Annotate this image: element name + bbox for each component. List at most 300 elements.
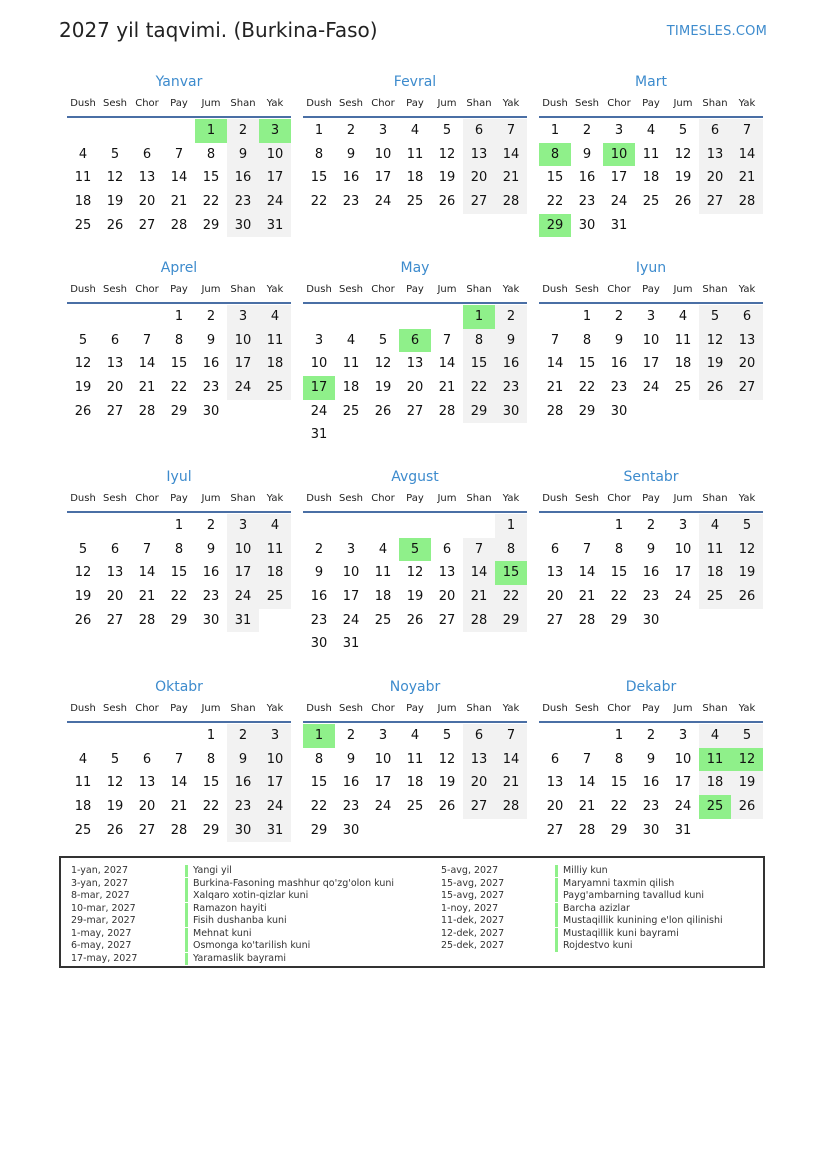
day-cell: 19 (374, 380, 392, 396)
weekday-header (539, 491, 763, 513)
day-cell: 18 (674, 356, 692, 372)
day-cell: 2 (495, 305, 527, 329)
week-row (539, 143, 763, 167)
day-cell: 21 (463, 585, 495, 609)
day-cell: 7 (582, 751, 592, 767)
day-cell: 8 (495, 538, 527, 562)
day-cell: 17 (674, 775, 692, 791)
day-cell: 30 (310, 636, 328, 652)
holiday-legend (59, 856, 765, 968)
weekday-label: Dush (70, 493, 96, 504)
week-row (539, 376, 763, 400)
empty-day-cell (731, 400, 763, 424)
week-row (303, 771, 527, 795)
day-cell: 22 (495, 585, 527, 609)
weekday-label: Yak (266, 703, 284, 714)
day-cell: 11 (642, 146, 660, 162)
day-cell: 14 (170, 775, 188, 791)
month-oktabr (67, 677, 291, 842)
day-cell: 17 (642, 356, 660, 372)
holiday-marker (185, 953, 188, 965)
day-cell: 3 (314, 332, 324, 348)
empty-day-cell (635, 400, 667, 424)
holiday-date: 15-avg, 2027 (441, 877, 505, 889)
day-cell: 5 (78, 332, 88, 348)
weekday-label: Yak (738, 284, 756, 295)
weekday-label: Shan (702, 703, 728, 714)
legend-row (71, 940, 394, 953)
holiday-day-cell: 15 (495, 561, 527, 585)
day-cell: 1 (582, 309, 592, 324)
week-row (67, 329, 291, 353)
day-cell: 2 (227, 119, 259, 143)
legend-row (71, 890, 394, 903)
day-cell: 13 (106, 356, 124, 372)
week-row (303, 423, 527, 447)
weekday-label: Jum (673, 493, 693, 504)
day-cell: 2 (614, 309, 624, 324)
day-cell: 24 (227, 585, 259, 609)
day-cell: 12 (74, 356, 92, 372)
day-cell: 28 (463, 609, 495, 633)
day-cell: 18 (406, 170, 424, 186)
day-cell: 14 (463, 561, 495, 585)
day-cell: 25 (342, 403, 360, 419)
empty-day-cell (463, 423, 495, 447)
week-row (67, 748, 291, 772)
day-cell: 7 (442, 332, 452, 348)
week-row (539, 190, 763, 214)
day-cell: 3 (227, 514, 259, 538)
day-cell: 29 (202, 217, 220, 233)
day-cell: 5 (442, 728, 452, 743)
day-cell: 12 (106, 775, 124, 791)
day-cell: 22 (170, 380, 188, 396)
day-cell: 25 (259, 585, 291, 609)
holiday-marker (185, 865, 188, 877)
day-cell: 5 (699, 305, 731, 329)
day-cell: 28 (495, 190, 527, 214)
weekday-label: Sesh (338, 284, 364, 295)
weekday-header (67, 96, 291, 118)
day-cell: 21 (495, 166, 527, 190)
holiday-name: Mustaqillik kunining e'lon qilinishi (563, 915, 723, 926)
day-cell: 1 (614, 728, 624, 743)
holiday-name: Ramazon hayiti (193, 902, 267, 914)
week-row (303, 538, 527, 562)
weekday-label: Jum (673, 98, 693, 109)
month-iyun (539, 258, 763, 423)
day-cell: 28 (138, 612, 156, 628)
day-cell: 23 (342, 799, 360, 815)
week-row (67, 609, 291, 633)
day-cell: 4 (78, 751, 88, 767)
month-name: Oktabr (155, 679, 203, 695)
day-cell: 11 (674, 332, 692, 348)
weekday-label: Pay (170, 703, 188, 714)
day-cell: 19 (731, 771, 763, 795)
day-cell: 18 (374, 589, 392, 605)
month-avgust (303, 467, 527, 656)
weekday-label: Jum (201, 284, 221, 295)
weekday-header (303, 282, 527, 304)
day-cell: 1 (206, 728, 216, 743)
day-cell: 29 (610, 822, 628, 838)
holiday-day-cell: 29 (539, 214, 571, 238)
day-cell: 3 (678, 518, 688, 533)
empty-day-cell (335, 423, 367, 447)
day-cell: 2 (314, 541, 324, 557)
day-cell: 26 (674, 194, 692, 210)
day-cell: 11 (699, 538, 731, 562)
month-sentabr (539, 467, 763, 632)
week-row (67, 771, 291, 795)
day-cell: 1 (614, 518, 624, 533)
holiday-day-cell: 1 (463, 305, 495, 329)
weekday-header (303, 96, 527, 118)
empty-day-cell (67, 724, 99, 748)
day-cell: 30 (342, 822, 360, 838)
day-cell: 24 (374, 194, 392, 210)
day-cell: 16 (342, 170, 360, 186)
empty-day-cell (463, 632, 495, 656)
month-name: Sentabr (623, 469, 679, 485)
holiday-name: Rojdestvo kuni (563, 940, 633, 951)
day-cell: 24 (310, 403, 328, 419)
holiday-name: Xalqaro xotin-qizlar kuni (193, 890, 309, 901)
day-cell: 28 (731, 190, 763, 214)
holiday-marker (185, 928, 188, 940)
week-row (67, 724, 291, 748)
day-cell: 12 (74, 565, 92, 581)
weekday-label: Yak (738, 98, 756, 109)
holiday-date: 15-avg, 2027 (441, 890, 505, 901)
day-cell: 15 (610, 775, 628, 791)
week-row (539, 771, 763, 795)
day-cell: 7 (142, 332, 152, 348)
day-cell: 24 (342, 612, 360, 628)
holiday-date: 10-mar, 2027 (71, 902, 136, 914)
day-cell: 22 (610, 799, 628, 815)
week-row (67, 376, 291, 400)
holiday-date: 6-may, 2027 (71, 940, 132, 951)
week-row (539, 514, 763, 538)
empty-day-cell (495, 632, 527, 656)
empty-day-cell (367, 514, 399, 538)
holiday-day-cell: 3 (259, 119, 291, 143)
empty-day-cell (227, 400, 259, 424)
week-row (303, 514, 527, 538)
month-aprel (67, 258, 291, 423)
day-cell: 13 (731, 329, 763, 353)
weekday-label: Sesh (574, 284, 600, 295)
week-row (67, 143, 291, 167)
weekday-label: Pay (406, 98, 424, 109)
day-cell: 30 (227, 819, 259, 843)
month-name: Noyabr (389, 679, 441, 695)
day-cell: 3 (614, 123, 624, 138)
day-cell: 18 (74, 799, 92, 815)
day-cell: 20 (406, 380, 424, 396)
day-cell: 31 (674, 822, 692, 838)
legend-row (71, 903, 394, 916)
week-row (67, 214, 291, 238)
week-row (67, 561, 291, 585)
weekday-label: Jum (437, 98, 457, 109)
day-cell: 26 (438, 194, 456, 210)
day-cell: 8 (314, 751, 324, 767)
weekday-label: Shan (466, 493, 492, 504)
month-name: Iyun (635, 260, 667, 276)
empty-day-cell (131, 305, 163, 329)
empty-day-cell (67, 119, 99, 143)
month-dekabr (539, 677, 763, 842)
day-cell: 5 (442, 123, 452, 138)
day-cell: 13 (106, 565, 124, 581)
day-cell: 26 (406, 612, 424, 628)
legend-column-left (71, 865, 394, 965)
page-title: 2027 yil taqvimi. (Burkina-Faso) (59, 18, 378, 42)
holiday-name: Mehnat kuni (193, 927, 252, 939)
day-cell: 10 (259, 143, 291, 167)
holiday-date: 17-may, 2027 (71, 952, 138, 964)
week-row (539, 819, 763, 843)
day-cell: 25 (74, 822, 92, 838)
weekday-label: Chor (135, 703, 159, 714)
holiday-name: Osmonga ko'tarilish kuni (193, 940, 311, 951)
day-cell: 6 (442, 541, 452, 557)
week-row (539, 538, 763, 562)
day-cell: 6 (731, 305, 763, 329)
week-row (539, 724, 763, 748)
week-row (303, 609, 527, 633)
day-cell: 11 (406, 146, 424, 162)
day-cell: 21 (546, 380, 564, 396)
legend-column-right (441, 865, 723, 953)
day-cell: 9 (346, 146, 356, 162)
month-may (303, 258, 527, 447)
weekday-label: Yak (738, 703, 756, 714)
day-cell: 13 (138, 775, 156, 791)
day-cell: 8 (206, 146, 216, 162)
week-row (303, 819, 527, 843)
empty-day-cell (99, 514, 131, 538)
month-name: Iyul (166, 469, 192, 485)
empty-day-cell (367, 819, 399, 843)
day-cell: 24 (227, 376, 259, 400)
day-cell: 6 (142, 146, 152, 162)
day-cell: 5 (678, 123, 688, 138)
day-cell: 19 (406, 589, 424, 605)
day-cell: 27 (106, 612, 124, 628)
weekday-label: Chor (371, 98, 395, 109)
holiday-name: Milliy kun (563, 865, 608, 876)
empty-day-cell (399, 423, 431, 447)
weekday-label: Dush (306, 703, 332, 714)
day-cell: 28 (578, 822, 596, 838)
weekday-label: Pay (406, 703, 424, 714)
holiday-name: Payg'ambarning tavallud kuni (563, 890, 705, 901)
weekday-label: Shan (230, 98, 256, 109)
day-cell: 4 (410, 123, 420, 138)
day-cell: 27 (438, 612, 456, 628)
weekday-label: Shan (466, 284, 492, 295)
day-cell: 9 (646, 751, 656, 767)
holiday-marker (555, 878, 558, 890)
empty-day-cell (431, 819, 463, 843)
empty-day-cell (99, 305, 131, 329)
day-cell: 23 (495, 376, 527, 400)
day-cell: 4 (259, 514, 291, 538)
month-yanvar (67, 72, 291, 237)
day-cell: 6 (550, 751, 560, 767)
empty-day-cell (635, 214, 667, 238)
holiday-name: Fisih dushanba kuni (193, 915, 287, 926)
day-cell: 20 (546, 589, 564, 605)
day-cell: 7 (495, 724, 527, 748)
day-cell: 25 (74, 217, 92, 233)
empty-day-cell (399, 819, 431, 843)
weekday-label: Sesh (338, 703, 364, 714)
day-cell: 8 (582, 332, 592, 348)
day-cell: 10 (674, 541, 692, 557)
day-cell: 30 (202, 612, 220, 628)
weekday-header (539, 96, 763, 118)
day-cell: 31 (259, 819, 291, 843)
week-row (539, 119, 763, 143)
day-cell: 19 (438, 170, 456, 186)
day-cell: 19 (438, 775, 456, 791)
day-cell: 5 (78, 541, 88, 557)
empty-day-cell (163, 724, 195, 748)
week-row (303, 119, 527, 143)
day-cell: 23 (227, 795, 259, 819)
empty-day-cell (67, 305, 99, 329)
day-cell: 31 (310, 427, 328, 443)
weekday-label: Jum (437, 703, 457, 714)
weekday-label: Dush (70, 98, 96, 109)
day-cell: 14 (546, 356, 564, 372)
day-cell: 13 (406, 356, 424, 372)
weekday-label: Pay (642, 284, 660, 295)
day-cell: 17 (374, 775, 392, 791)
week-row (303, 632, 527, 656)
weekday-label: Yak (502, 284, 520, 295)
day-cell: 6 (142, 751, 152, 767)
month-iyul (67, 467, 291, 632)
day-cell: 11 (406, 751, 424, 767)
holiday-day-cell: 25 (699, 795, 731, 819)
weekday-header (67, 701, 291, 723)
week-row (67, 795, 291, 819)
day-cell: 3 (678, 728, 688, 743)
day-cell: 10 (227, 538, 259, 562)
empty-day-cell (539, 724, 571, 748)
month-fevral (303, 72, 527, 214)
week-row (303, 143, 527, 167)
weekday-label: Chor (607, 703, 631, 714)
weekday-label: Shan (230, 493, 256, 504)
weekday-label: Dush (306, 98, 332, 109)
day-cell: 9 (614, 332, 624, 348)
empty-day-cell (131, 724, 163, 748)
day-cell: 7 (550, 332, 560, 348)
day-cell: 10 (227, 329, 259, 353)
empty-day-cell (495, 819, 527, 843)
empty-day-cell (731, 819, 763, 843)
weekday-label: Sesh (574, 493, 600, 504)
day-cell: 6 (463, 724, 495, 748)
holiday-date: 5-avg, 2027 (441, 865, 499, 876)
week-row (303, 748, 527, 772)
day-cell: 1 (174, 309, 184, 324)
day-cell: 12 (106, 170, 124, 186)
empty-day-cell (431, 632, 463, 656)
brand-link[interactable]: TIMESLES.COM (666, 24, 767, 39)
legend-row (441, 890, 723, 903)
day-cell: 25 (374, 612, 392, 628)
holiday-name: Yaramaslik bayrami (193, 952, 286, 964)
empty-day-cell (495, 423, 527, 447)
day-cell: 21 (438, 380, 456, 396)
weekday-label: Sesh (338, 98, 364, 109)
day-cell: 13 (463, 143, 495, 167)
empty-day-cell (399, 632, 431, 656)
weekday-label: Chor (371, 284, 395, 295)
weekday-header (67, 282, 291, 304)
day-cell: 21 (138, 380, 156, 396)
weekday-label: Yak (266, 98, 284, 109)
legend-row (71, 915, 394, 928)
day-cell: 18 (642, 170, 660, 186)
month-name: Yanvar (155, 74, 203, 90)
day-cell: 9 (206, 332, 216, 348)
empty-day-cell (431, 514, 463, 538)
day-cell: 29 (578, 403, 596, 419)
week-row (303, 376, 527, 400)
day-cell: 26 (699, 376, 731, 400)
weekday-label: Jum (437, 284, 457, 295)
day-cell: 26 (74, 403, 92, 419)
day-cell: 13 (699, 143, 731, 167)
day-cell: 10 (374, 751, 392, 767)
week-row (67, 305, 291, 329)
holiday-date: 3-yan, 2027 (71, 877, 128, 889)
day-cell: 21 (170, 799, 188, 815)
day-cell: 9 (582, 146, 592, 162)
day-cell: 2 (227, 724, 259, 748)
day-cell: 26 (74, 612, 92, 628)
empty-day-cell (163, 119, 195, 143)
empty-day-cell (667, 214, 699, 238)
day-cell: 6 (699, 119, 731, 143)
day-cell: 29 (170, 612, 188, 628)
holiday-marker (185, 890, 188, 902)
day-cell: 10 (310, 356, 328, 372)
day-cell: 5 (378, 332, 388, 348)
day-cell: 7 (174, 146, 184, 162)
day-cell: 24 (259, 190, 291, 214)
day-cell: 15 (170, 565, 188, 581)
week-row (539, 561, 763, 585)
day-cell: 6 (110, 541, 120, 557)
day-cell: 13 (438, 565, 456, 581)
day-cell: 16 (202, 356, 220, 372)
day-cell: 26 (106, 217, 124, 233)
day-cell: 27 (406, 403, 424, 419)
holiday-date: 1-noy, 2027 (441, 902, 499, 914)
weekday-label: Yak (502, 703, 520, 714)
